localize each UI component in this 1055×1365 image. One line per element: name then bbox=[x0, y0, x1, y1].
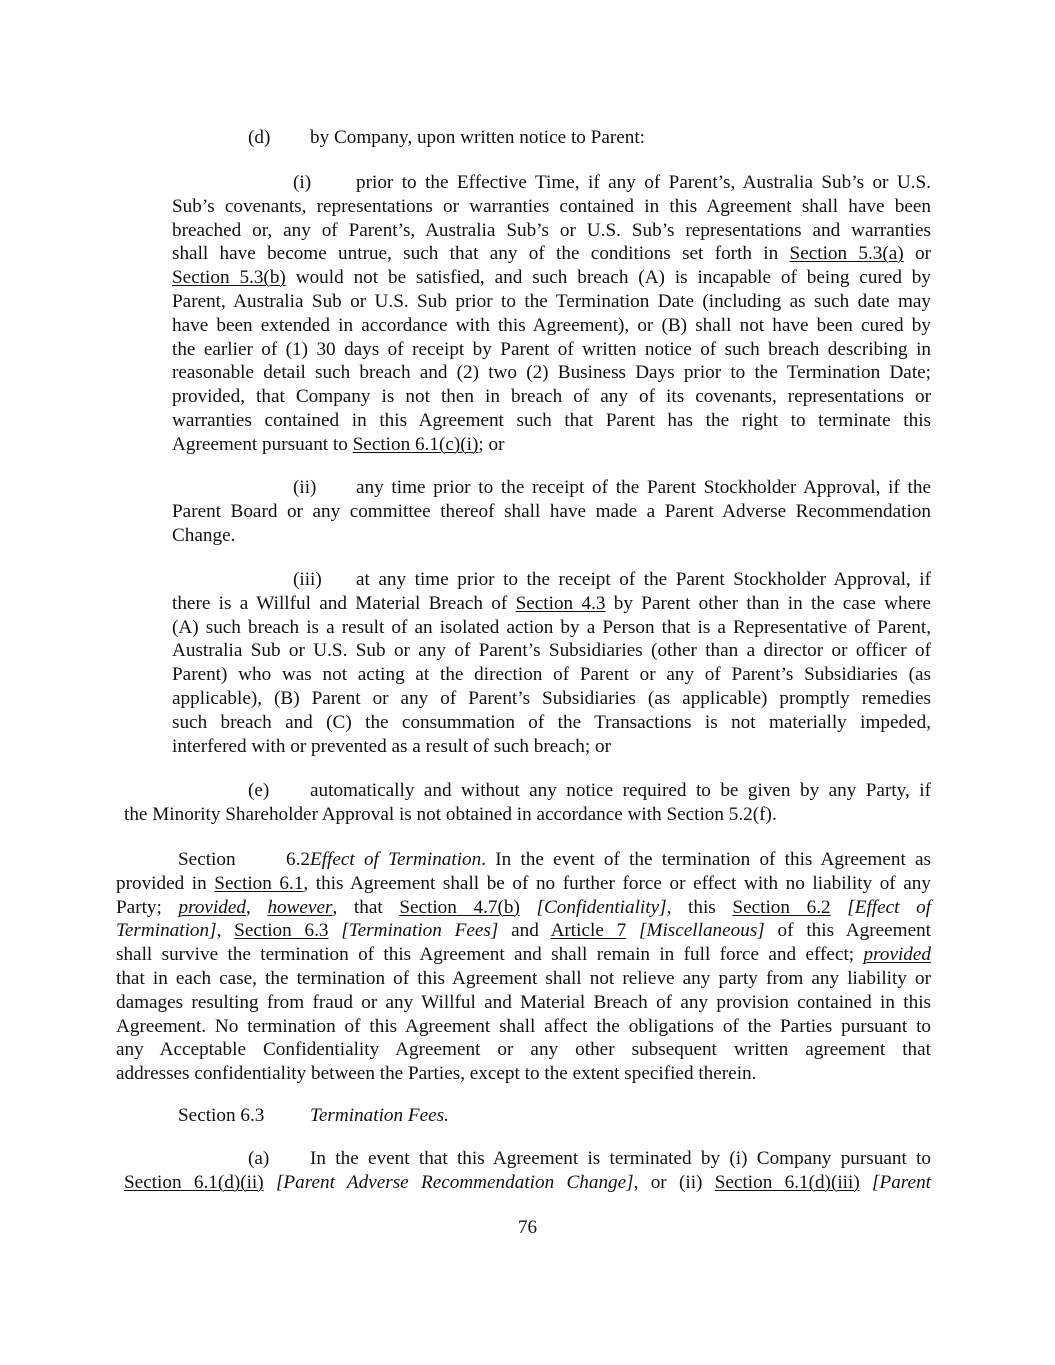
ref-section-4-7-b[interactable]: Section 4.7(b) bbox=[399, 896, 520, 918]
clause-e-label: (e) bbox=[248, 780, 270, 801]
ref-section-5-3-b[interactable]: Section 5.3(b) bbox=[172, 267, 286, 289]
ref-section-6-1-c-i[interactable]: Section 6.1(c)(i) bbox=[352, 433, 479, 455]
clause-e: (e) automatically and without any notice required to be given by any Party, if the Minority Shareholder Approval is not obtained in accordance with Section 5.2(f). bbox=[124, 780, 931, 825]
clause-d-text: by Company, upon written notice to Parent: bbox=[310, 127, 646, 148]
section-6-3-number: Section 6.3 bbox=[178, 1105, 265, 1126]
ref-section-6-1-d-iii[interactable]: Section 6.1(d)(iii) bbox=[714, 1171, 860, 1193]
clause-d-iii-label: (iii) bbox=[293, 569, 322, 590]
clause-d bbox=[248, 126, 938, 150]
ref-section-6-3[interactable]: Section 6.3 bbox=[234, 920, 329, 942]
section-6-2: Section 6.2Effect of Termination. In the event of the termination of this Agreement as provided in Section 6.1, this Agreement shall be of no further force or effect with no liability of any Party; provided, however, that Section 4.7(b) [Confidentiality], this Section 6.2 [Effect of Termination], Section 6.3 [Termination Fees] and Article 7 [Miscellaneous] of this Agreement shall survive the termination of this Agreement and shall remain in full force and effect; provided that in each case, the termination of this Agreement shall not relieve any party from any liability or damages resulting from fraud or any Willful and Material Breach of any provision contained in this Agreement. No termination of this Agreement shall affect the obligations of the Parties pursuant to any Acceptable Confidentiality Agreement or any other subsequent written agreement that addresses confidentiality between the Parties, except to the extent specified therein. bbox=[116, 849, 932, 1085]
ref-section-5-3-a[interactable]: Section 5.3(a) bbox=[789, 243, 904, 265]
section-6-3-title: Termination Fees. bbox=[310, 1105, 449, 1126]
clause-d-i: (i) prior to the Effective Time, if any of Parent’s, Australia Sub’s or U.S. Sub’s covenants, representations or warranties contained in this Agreement shall have been breached or, any of Parent’s, Australia Sub’s or U.S. Sub’s representations and warranties shall have become untrue, such that any of the conditions set forth in Section 5.3(a) or Section 5.3(b) would not be satisfied, and such breach (A) is incapable of being cured by Parent, Australia Sub or U.S. Sub prior to the Termination Date (including as such date may have been extended in accordance with this Agreement), or (B) shall not have been cured by the earlier of (1) 30 days of receipt by Parent of written notice of such breach describing in reasonable detail such breach and (2) two (2) Business Days prior to the Termination Date; provided, that Company is not then in breach of any of its covenants, representations or warranties contained in this Agreement such that Parent has the right to terminate this Agreement pursuant to Section 6.1(c)(i); or bbox=[172, 172, 931, 455]
ref-section-4-3[interactable]: Section 4.3 bbox=[515, 592, 606, 614]
section-6-2-title: Effect of Termination bbox=[310, 849, 482, 870]
clause-6-3-a-label: (a) bbox=[248, 1148, 270, 1169]
page-number: 76 bbox=[517, 1217, 538, 1238]
ref-section-6-1[interactable]: Section 6.1 bbox=[214, 872, 304, 894]
clause-d-ii: (ii) any time prior to the receipt of the Parent Stockholder Approval, if the Parent Board or any committee thereof shall have made a Parent Adverse Recommendation Change. bbox=[172, 477, 931, 546]
clause-d-label: (d) bbox=[248, 127, 271, 148]
ref-article-7[interactable]: Article 7 bbox=[550, 920, 627, 942]
clause-d-iii: (iii) at any time prior to the receipt of the Parent Stockholder Approval, if there is a Willful and Material Breach of Section 4.3 by Parent other than in the case where (A) such breach is a result of an isolated action by a Person that is a Representative of Parent, Australia Sub or U.S. Sub or any of Parent’s Subsidiaries (other than a director or officer of Parent) who was not acting at the direction of Parent or any of Parent’s Subsidiaries (as applicable), (B) Parent or any of Parent’s Subsidiaries (as applicable) promptly remedies such breach and (C) the consummation of the Transactions is not materially impeded, interfered with or prevented as a result of such breach; or bbox=[172, 569, 931, 757]
ref-section-6-2[interactable]: Section 6.2 bbox=[732, 896, 831, 918]
ref-section-6-1-d-ii[interactable]: Section 6.1(d)(ii) bbox=[124, 1171, 264, 1193]
section-6-2-number: Section 6.2 bbox=[178, 849, 310, 870]
clause-6-3-a: (a) In the event that this Agreement is terminated by (i) Company pursuant to Section 6.1(d)(ii) [Parent Adverse Recommendation Change], or (ii) Section 6.1(d)(iii) [Parent bbox=[124, 1148, 931, 1193]
clause-d-ii-label: (ii) bbox=[293, 477, 317, 498]
clause-d-i-label: (i) bbox=[293, 172, 312, 193]
section-6-3 bbox=[178, 1104, 878, 1128]
